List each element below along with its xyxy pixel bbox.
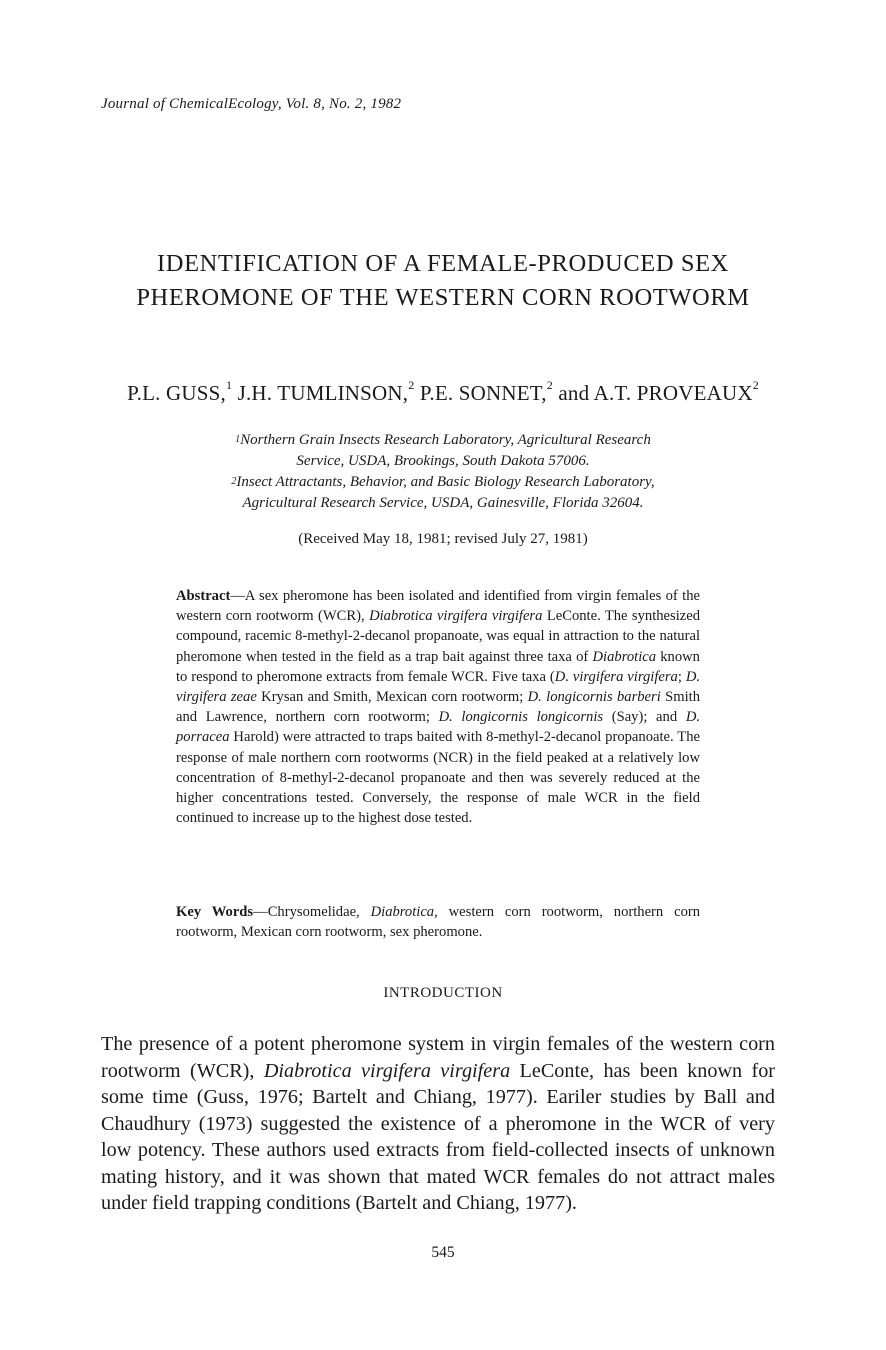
key-words-text: —Chrysomelidae, [253,904,371,920]
affiliation-1-line-1: Northern Grain Insects Research Laboratory, Agricultural Research [240,432,651,448]
species-name: D. virgifera virgifera [554,668,678,685]
paper-title-line-2: PHEROMONE OF THE WESTERN CORN ROOTWORM [136,284,750,311]
abstract-label: Abstract [176,588,231,604]
author-sonnet-affil: 2 [546,378,553,392]
author-guss-affil: 1 [225,378,233,392]
introduction-paragraph [101,1031,775,1217]
received-dates: (Received May 18, 1981; revised July 27, 1981) [298,531,588,547]
affiliation-2 [120,472,766,514]
abstract-text: LeConte. The synthesized compound, racemic 8-methyl-2-decanol propanoate, was equal in attraction to the natural pheromone when tested in the field as a trap bait against three taxa of [176,608,701,665]
affiliation-1-marker: 1 [235,434,241,445]
affiliation-1 [120,430,766,472]
body-text: LeConte, has been known for some time (Guss, 1976; Bartelt and Chiang, 1977). Eariler studies by Ball and Chaudhury (1973) suggested the existence of a pheromone in the WCR of very low potency. These authors used extracts from field-collected insects of unknown mating history, and it was shown that mated WCR females do not attract males under field trapping conditions (Bartelt and Chiang, 1977). [101,1059,776,1214]
key-words [176,902,700,942]
author-tumlinson-affil: 2 [408,378,415,392]
paper-title-line-1: IDENTIFICATION OF A FEMALE-PRODUCED SEX [157,250,729,277]
affiliation-2-line-2: Agricultural Research Service, USDA, Gainesville, Florida 32604. [242,495,644,511]
page-number: 545 [431,1244,455,1261]
abstract [176,586,700,828]
author-tumlinson: J.H. TUMLINSON, [237,381,409,405]
author-proveaux-affil: 2 [752,378,759,392]
affiliation-2-marker: 2 [231,476,237,487]
abstract-text: —A sex pheromone has been isolated and identified from virgin females of the western corn rootworm (WCR), [176,588,700,625]
key-words-label: Key Words [176,904,254,920]
species-name: D. porracea [176,709,701,746]
abstract-text: ; [677,668,686,685]
affiliation-1-line-2: Service, USDA, Brookings, South Dakota 57006. [296,453,590,469]
species-name: Diabrotica virgifera virgifera [369,608,543,625]
species-name: D. longicornis barberi [527,689,661,706]
abstract-text: (Say); and [603,709,686,726]
author-list [80,378,806,406]
author-guss: P.L. GUSS, [127,381,226,405]
species-name: Diabrotica [370,904,435,920]
abstract-text: Krysan and Smith, Mexican corn rootworm; [256,689,528,706]
author-sonnet: P.E. SONNET, [419,381,547,405]
species-name: Diabrotica virgifera virgifera [263,1059,511,1082]
species-name: D. virgifera zeae [176,668,701,706]
abstract-text: Smith and Lawrence, northern corn rootworm; [176,689,700,726]
key-words-text: , western corn rootworm, northern corn rootworm, Mexican corn rootworm, sex pheromone. [176,904,701,941]
abstract-text: Harold) were attracted to traps baited with 8-methyl-2-decanol propanoate. The response of male northern corn rootworms (NCR) in the field peaked at a relatively low concentration of 8-methyl-2-decanol propanoate and then was severely reduced at the higher concentrations tested. Conversely, the response of male WCR in the field continued to increase up to the highest dose tested. [176,729,700,827]
species-name: Diabrotica [592,648,657,665]
affiliation-2-line-1: Insect Attractants, Behavior, and Basic Biology Research Laboratory, [236,474,655,490]
section-heading-introduction: INTRODUCTION [383,985,503,1001]
abstract-text: known to respond to pheromone extracts from female WCR. Five taxa ( [176,648,700,685]
journal-citation: Journal of ChemicalEcology, Vol. 8, No. 2, 1982 [101,96,402,112]
species-name: D. longicornis longicornis [438,709,604,726]
author-proveaux: and A.T. PROVEAUX [558,381,753,405]
body-text: The presence of a potent pheromone system in virgin females of the western corn rootworm (WCR), [101,1033,775,1082]
